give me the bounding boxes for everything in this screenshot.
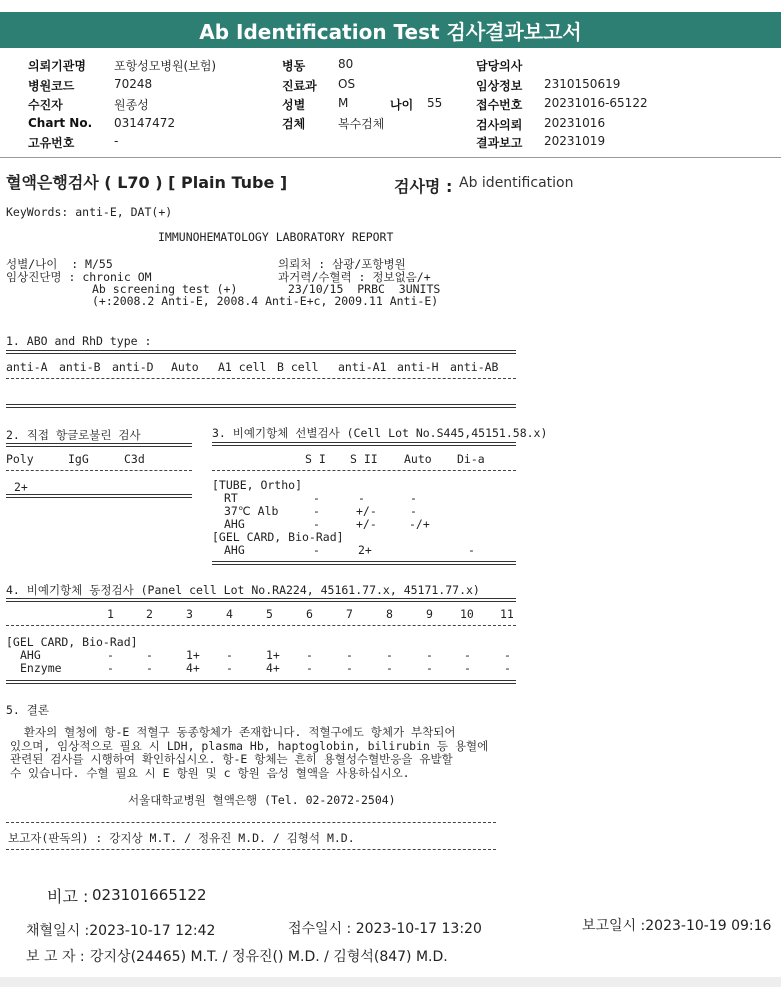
- ahg-auto: -/+: [409, 517, 430, 531]
- referrer-line: 의뢰처 : 삼광/포항병원: [278, 257, 406, 271]
- sex-value: M: [338, 96, 349, 110]
- ahg-c8: -: [386, 648, 393, 662]
- patient-label: 수진자: [28, 98, 63, 112]
- ahg-c10: -: [464, 648, 471, 662]
- abo-col-anti-h: anti-H: [397, 360, 439, 374]
- enz-c7: -: [346, 661, 353, 675]
- enz-c4: -: [226, 661, 233, 675]
- panel-col-1: 1: [107, 607, 114, 621]
- enz-c3: 4+: [186, 661, 200, 675]
- dat-poly-value: 2+: [14, 480, 28, 494]
- note-value: 023101665122: [92, 886, 207, 904]
- gel-ahg-dia: -: [468, 543, 475, 557]
- section3-rule-bottom: [212, 561, 516, 565]
- section3-title: 3. 비예기항체 선별검사 (Cell Lot No.S445,45151.58.x): [212, 426, 548, 440]
- receipt-value: 20231016-65122: [544, 96, 648, 110]
- alb-s1: -: [313, 504, 320, 518]
- dept-label: 진료과: [282, 79, 317, 93]
- abo-col-auto: Auto: [171, 360, 199, 374]
- enz-c8: -: [386, 661, 393, 675]
- ahg-c9: -: [426, 648, 433, 662]
- abo-col-anti-a: anti-A: [6, 360, 48, 374]
- abo-col-anti-a1: anti-A1: [338, 360, 387, 374]
- conclusion-line-2: 있으며, 임상적으로 필요 시 LDH, plasma Hb, haptoglobin, bilirubin 등 용혈에: [10, 739, 489, 753]
- rt-s2: -: [358, 491, 365, 505]
- code-label: 병원코드: [28, 79, 75, 93]
- reporter-line: 보고자(판독의) : 강지상 M.T. / 정유진 M.D. / 김형석 M.D.: [8, 831, 355, 845]
- section1-rule-top: [6, 350, 516, 354]
- unique-value: -: [114, 134, 119, 148]
- enz-c11: -: [504, 661, 511, 675]
- chart-value: 03147472: [114, 116, 176, 130]
- test-name-value: Ab identification: [459, 175, 574, 191]
- enz-c10: -: [464, 661, 471, 675]
- section3-rule-mid: [212, 470, 516, 471]
- conclusion-line-3: 관련된 검사를 시행하여 확인하십시오. 항-E 항체는 흔히 용혈성수혈반응을 유발할: [10, 752, 453, 766]
- footer-reporter-label: 보 고 자 :: [26, 949, 85, 965]
- alb-auto: -: [410, 504, 417, 518]
- specimen-label: 검체: [282, 117, 306, 131]
- screen-row-gel-ahg: AHG: [224, 543, 245, 557]
- section4-rule-top: [6, 598, 516, 602]
- panel-col-3: 3: [186, 607, 193, 621]
- reporter-rule-bottom: [6, 849, 496, 850]
- dept-value: OS: [338, 77, 356, 91]
- panel-col-4: 4: [226, 607, 233, 621]
- request-value: 20231016: [544, 116, 606, 130]
- sex-age-line: 성별/나이 : M/55: [6, 257, 113, 271]
- screen-col-s1: S I: [305, 452, 326, 466]
- enz-c2: -: [146, 661, 153, 675]
- unique-label: 고유번호: [28, 136, 75, 150]
- note-label: 비고 :: [47, 887, 89, 906]
- ward-value: 80: [338, 57, 354, 71]
- lab-contact: 서울대학교병원 혈액은행 (Tel. 02-2072-2504): [128, 793, 396, 807]
- section1-title: 1. ABO and RhD type :: [6, 334, 152, 348]
- ward-label: 병동: [282, 59, 306, 73]
- ahg-c4: -: [226, 648, 233, 662]
- section4-title: 4. 비예기항체 동정검사 (Panel cell Lot No.RA224, 45161.77.x, 45171.77.x): [6, 583, 480, 597]
- abo-col-anti-ab: anti-AB: [450, 360, 499, 374]
- panel-col-2: 2: [146, 607, 153, 621]
- ahg-c1: -: [107, 648, 114, 662]
- panel-col-9: 9: [426, 607, 433, 621]
- abo-col-anti-b: anti-B: [59, 360, 101, 374]
- enz-c1: -: [107, 661, 114, 675]
- panel-col-10: 10: [460, 607, 474, 621]
- hospital-label: 의뢰기관명: [28, 59, 86, 73]
- section3-rule-top: [212, 442, 516, 446]
- section2-rule-bottom: [6, 494, 192, 498]
- doctor-label: 담당의사: [476, 59, 523, 73]
- ahg-s1: -: [313, 517, 320, 531]
- section1-rule-bottom: [6, 404, 516, 408]
- age-label: 나이: [390, 98, 414, 112]
- dat-col-c3d: C3d: [124, 452, 145, 466]
- collect-datetime: 채혈일시 :2023-10-17 12:42: [26, 923, 216, 939]
- ahg-c6: -: [306, 648, 313, 662]
- section4-rule-mid: [6, 625, 516, 626]
- receive-datetime: 접수일시 : 2023-10-17 13:20: [288, 921, 482, 937]
- dat-col-poly: Poly: [6, 452, 34, 466]
- ahg-c3: 1+: [186, 648, 200, 662]
- screening-line: Ab screening test (+): [92, 282, 238, 296]
- ahg-c11: -: [504, 648, 511, 662]
- ahg-c5: 1+: [266, 648, 280, 662]
- report-date-label: 결과보고: [476, 136, 523, 150]
- clinical-label: 임상정보: [476, 79, 523, 93]
- age-value: 55: [427, 96, 443, 110]
- section5-title: 5. 결론: [6, 703, 49, 717]
- test-name-label: 검사명 :: [394, 177, 453, 196]
- ahg-c2: -: [146, 648, 153, 662]
- screen-row-ahg: AHG: [224, 517, 245, 531]
- panel-gel-label: [GEL CARD, Bio-Rad]: [6, 635, 138, 649]
- report-heading: IMMUNOHEMATOLOGY LABORATORY REPORT: [158, 230, 394, 244]
- abo-col-b-cell: B cell: [277, 360, 319, 374]
- report-datetime: 보고일시 :2023-10-19 09:16: [582, 918, 772, 934]
- report-date-value: 20231019: [544, 134, 606, 148]
- footer-reporter-value: 강지상(24465) M.T. / 정유진() M.D. / 김형석(847) M.D.: [90, 949, 448, 965]
- screen-row-gel: [GEL CARD, Bio-Rad]: [212, 530, 344, 544]
- gel-ahg-s1: -: [313, 543, 320, 557]
- history-line: 과거력/수혈력 : 정보없음/+: [278, 270, 431, 284]
- panel-col-5: 5: [266, 607, 273, 621]
- sex-label: 성별: [282, 98, 306, 112]
- hospital-value: 포항성모병원(보험): [114, 59, 217, 73]
- screen-row-alb: 37℃ Alb: [224, 504, 279, 518]
- screen-row-tube: [TUBE, Ortho]: [212, 478, 303, 492]
- enz-c5: 4+: [266, 661, 280, 675]
- request-label: 검사의뢰: [476, 118, 523, 132]
- conclusion-line-4: 수 있습니다. 수혈 필요 시 E 항원 및 c 항원 음성 혈액을 사용하십시오.: [10, 766, 410, 780]
- diagnosis-line: 임상진단명 : chronic OM: [6, 270, 152, 284]
- reporter-rule-top: [6, 822, 496, 823]
- screen-col-s2: S II: [350, 452, 378, 466]
- panel-col-11: 11: [500, 607, 514, 621]
- panel-col-6: 6: [306, 607, 313, 621]
- patient-value: 원종성: [114, 98, 149, 112]
- section2-rule-mid: [6, 470, 192, 471]
- screen-col-auto: Auto: [404, 452, 432, 466]
- abo-col-a1-cell: A1 cell: [218, 360, 267, 374]
- dat-col-igg: IgG: [68, 452, 89, 466]
- rt-s1: -: [313, 491, 320, 505]
- section4-rule-bottom: [6, 680, 516, 684]
- report-title: Ab Identification Test 검사결과보고서: [0, 12, 781, 48]
- section1-rule-mid: [6, 378, 516, 379]
- header-divider: [0, 157, 781, 158]
- clinical-value: 2310150619: [544, 77, 621, 91]
- ahg-s2: +/-: [356, 517, 377, 531]
- test-category: 혈액은행검사 ( L70 ) [ Plain Tube ]: [6, 173, 288, 192]
- code-value: 70248: [114, 77, 153, 91]
- rt-auto: -: [410, 491, 417, 505]
- chart-label: Chart No.: [28, 116, 93, 130]
- panel-col-8: 8: [386, 607, 393, 621]
- specimen-value: 복수검체: [338, 117, 385, 131]
- section2-rule-top: [6, 443, 192, 447]
- panel-row-ahg: AHG: [20, 648, 41, 662]
- panel-row-enzyme: Enzyme: [20, 661, 62, 675]
- antibody-history-line: (+:2008.2 Anti-E, 2008.4 Anti-E+c, 2009.11 Anti-E): [92, 294, 439, 308]
- conclusion-line-1: 환자의 혈청에 항-E 적혈구 동종항체가 존재합니다. 적혈구에도 항체가 부착되어: [10, 725, 456, 739]
- enz-c9: -: [426, 661, 433, 675]
- gel-ahg-s2: 2+: [358, 543, 372, 557]
- enz-c6: -: [306, 661, 313, 675]
- screen-row-rt: RT: [224, 491, 238, 505]
- bottom-band: [0, 977, 781, 987]
- panel-col-7: 7: [346, 607, 353, 621]
- receipt-label: 접수번호: [476, 98, 523, 112]
- section2-title: 2. 직접 항글로불린 검사: [6, 428, 141, 442]
- keywords: KeyWords: anti-E, DAT(+): [6, 205, 173, 219]
- ahg-c7: -: [346, 648, 353, 662]
- abo-col-anti-d: anti-D: [112, 360, 154, 374]
- transfusion-line: 23/10/15 PRBC 3UNITS: [288, 282, 441, 296]
- alb-s2: +/-: [356, 504, 377, 518]
- screen-col-dia: Di-a: [457, 452, 485, 466]
